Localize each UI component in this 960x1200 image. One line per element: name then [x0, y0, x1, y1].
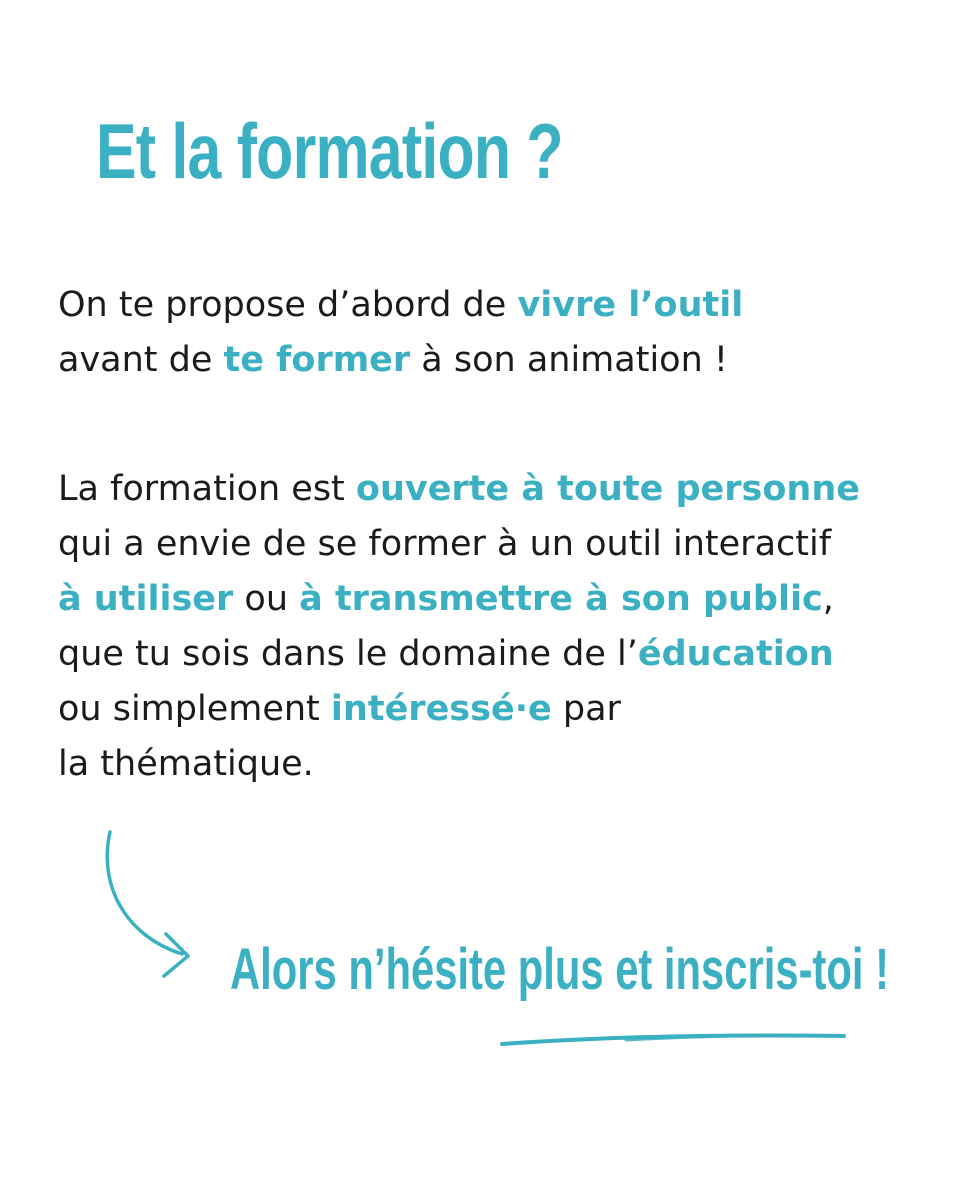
page-title: Et la formation ?: [96, 107, 563, 195]
intro-paragraph: [58, 278, 938, 388]
highlight-transmettre: à transmettre à son public: [299, 579, 823, 619]
details-line-6: la thématique.: [58, 744, 314, 784]
highlight-education: éducation: [637, 634, 834, 674]
highlight-te-former: te former: [223, 340, 411, 380]
details-line-5: ou simplement intéressé·e par: [58, 689, 621, 729]
intro-line-2: avant de te former à son animation !: [58, 340, 728, 380]
highlight-interesse: intéressé·e: [330, 689, 552, 729]
intro-line-1: On te propose d’abord de vivre l’outil: [58, 285, 744, 325]
brush-underline-icon: [496, 1024, 852, 1054]
highlight-ouverte: ouverte à toute personne: [355, 469, 861, 509]
details-line-1: La formation est ouverte à toute personne: [58, 469, 861, 509]
highlight-vivre-outil: vivre l’outil: [517, 285, 744, 325]
curved-arrow-icon: [96, 826, 216, 996]
details-line-2: qui a envie de se former à un outil interactif: [58, 524, 832, 564]
details-line-4: que tu sois dans le domaine de l’éducation: [58, 634, 834, 674]
details-paragraph: [58, 462, 938, 792]
highlight-utiliser: à utiliser: [58, 579, 234, 619]
details-line-3: à utiliser ou à transmettre à son public,: [58, 579, 834, 619]
signup-call-to-action: Alors n’hésite plus et inscris-toi !: [230, 937, 890, 1002]
